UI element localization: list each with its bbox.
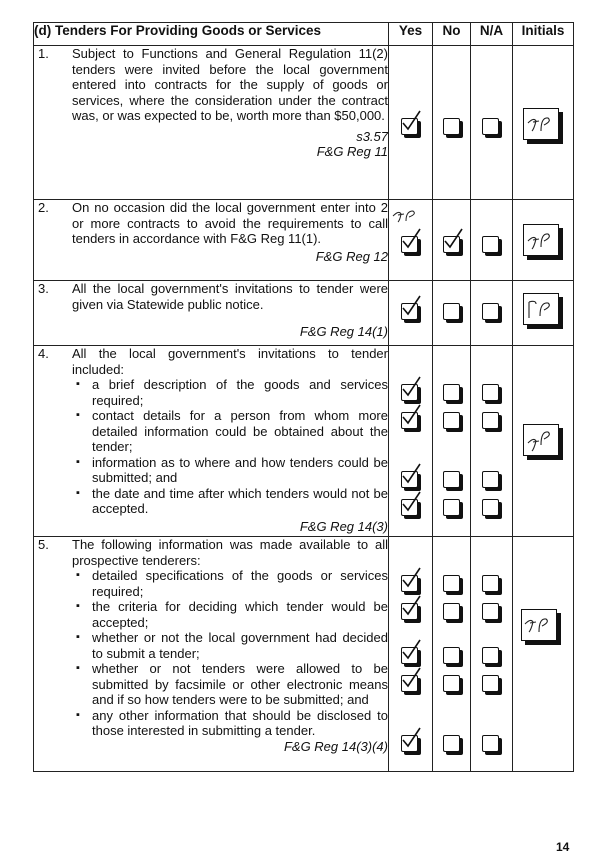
- section-title: (d) Tenders For Providing Goods or Services: [34, 23, 389, 46]
- yes-checkbox[interactable]: [401, 471, 418, 488]
- item-4-text: All the local government's invitations to tender included:: [72, 346, 388, 377]
- no-checkbox[interactable]: [443, 499, 460, 516]
- na-cell: [471, 281, 513, 346]
- no-checkbox[interactable]: [443, 675, 460, 692]
- no-column-header: No: [433, 23, 471, 46]
- item-number: 5.: [38, 537, 49, 552]
- na-checkbox[interactable]: [482, 236, 499, 253]
- item-1-cell: [34, 46, 389, 200]
- checkmark-icon: [400, 566, 422, 590]
- item-5-cell: [34, 537, 389, 772]
- na-checkbox[interactable]: [482, 471, 499, 488]
- yes-cell: [389, 346, 433, 537]
- initials-signature-icon: [524, 225, 558, 255]
- item-4-ref: F&G Reg 14(3): [299, 518, 388, 534]
- initials-cell: [513, 346, 574, 537]
- item-3-cell: [34, 281, 389, 346]
- no-checkbox[interactable]: [443, 118, 460, 135]
- no-cell: [433, 537, 471, 772]
- item-1-ref-regulation: F&G Reg 11: [316, 144, 388, 159]
- na-cell: [471, 346, 513, 537]
- na-checkbox[interactable]: [482, 384, 499, 401]
- yes-checkbox[interactable]: [401, 499, 418, 516]
- na-cell: [471, 537, 513, 772]
- no-checkbox[interactable]: [443, 384, 460, 401]
- initials-box[interactable]: [521, 609, 557, 641]
- item-number: 4.: [38, 346, 49, 361]
- initials-box[interactable]: [523, 424, 559, 456]
- yes-checkbox[interactable]: [401, 575, 418, 592]
- no-cell: [433, 46, 471, 200]
- checklist-row-4: [34, 346, 574, 537]
- na-checkbox[interactable]: [482, 647, 499, 664]
- no-checkbox[interactable]: [443, 647, 460, 664]
- na-checkbox[interactable]: [482, 675, 499, 692]
- list-item: ▪ the criteria for deciding which tender would be accepted;: [92, 599, 388, 630]
- checkmark-icon: [400, 594, 422, 618]
- no-checkbox[interactable]: [443, 412, 460, 429]
- item-2-text: On no occasion did the local government enter into 2 or more contracts to avoid the requirements to call tenders in accordance with F&G Reg 11(1).: [72, 200, 388, 246]
- item-4-bullet-list: [72, 377, 388, 517]
- na-checkbox[interactable]: [482, 603, 499, 620]
- yes-checkbox[interactable]: [401, 384, 418, 401]
- item-3-ref: F&G Reg 14(1): [299, 324, 388, 339]
- yes-checkbox[interactable]: [401, 735, 418, 752]
- checklist-row-2: [34, 200, 574, 281]
- list-item: ▪ any other information that should be disclosed to those interested in submitting a tender.: [92, 708, 388, 739]
- yes-cell: [389, 46, 433, 200]
- na-checkbox[interactable]: [482, 412, 499, 429]
- na-cell: [471, 46, 513, 200]
- checkmark-icon: [400, 227, 422, 251]
- yes-cell: [389, 537, 433, 772]
- item-number: 2.: [38, 200, 49, 215]
- checkmark-icon: [400, 462, 422, 486]
- yes-checkbox[interactable]: [401, 647, 418, 664]
- checkmark-icon: [400, 109, 422, 133]
- no-cell: [433, 281, 471, 346]
- initials-box[interactable]: [523, 108, 559, 140]
- page-number: 14: [556, 840, 570, 854]
- list-item: ▪ contact details for a person from whom more detailed information could be obtained about the tender;: [92, 408, 388, 455]
- yes-checkbox[interactable]: [401, 412, 418, 429]
- yes-checkbox[interactable]: [401, 303, 418, 320]
- checkmark-icon: [400, 403, 422, 427]
- yes-checkbox[interactable]: [401, 118, 418, 135]
- list-item: ▪ a brief description of the goods and services required;: [92, 377, 388, 408]
- yes-cell: [389, 281, 433, 346]
- item-5-ref: F&G Reg 14(3)(4): [283, 738, 388, 754]
- list-item: ▪ detailed specifications of the goods or services required;: [92, 568, 388, 599]
- checklist-row-5: [34, 537, 574, 772]
- item-4-cell: [34, 346, 389, 537]
- initials-signature-icon: [524, 109, 558, 139]
- list-item: ▪ whether or not the local government had decided to submit a tender;: [92, 630, 388, 661]
- item-2-cell: [34, 200, 389, 281]
- checklist-row-1: [34, 46, 574, 200]
- list-item: ▪ information as to where and how tenders could be submitted; and: [92, 455, 388, 486]
- initials-cell: [513, 46, 574, 200]
- no-checkbox[interactable]: [443, 575, 460, 592]
- no-checkbox[interactable]: [443, 236, 460, 253]
- initials-signature-icon: [524, 425, 558, 455]
- initials-box[interactable]: [523, 224, 559, 256]
- no-checkbox[interactable]: [443, 735, 460, 752]
- na-checkbox[interactable]: [482, 499, 499, 516]
- initials-cell: [513, 537, 574, 772]
- initials-signature-icon: [522, 610, 556, 640]
- checkmark-icon: [400, 726, 422, 750]
- checklist-row-3: [34, 281, 574, 346]
- no-cell: [433, 200, 471, 281]
- na-checkbox[interactable]: [482, 118, 499, 135]
- yes-cell: [389, 200, 433, 281]
- item-number: 1.: [38, 46, 49, 61]
- yes-checkbox[interactable]: [401, 236, 418, 253]
- item-2-ref: F&G Reg 12: [315, 248, 388, 264]
- na-checkbox[interactable]: [482, 575, 499, 592]
- initials-cell: [513, 200, 574, 281]
- yes-checkbox[interactable]: [401, 675, 418, 692]
- initials-signature-icon: [524, 294, 558, 324]
- checkmark-icon: [400, 490, 422, 514]
- checkmark-icon: [400, 294, 422, 318]
- item-1-text: Subject to Functions and General Regulation 11(2) tenders were invited before the local government entered into contracts for the supply of goods or services, where the consideration under the contract was, or was expected to be, worth more than $50,000.: [72, 46, 388, 123]
- handwritten-initials-icon: [391, 208, 419, 224]
- na-cell: [471, 200, 513, 281]
- item-3-text: All the local government's invitations to tender were given via Statewide public notice.: [72, 281, 388, 312]
- item-5-bullet-list: [72, 568, 388, 739]
- na-checkbox[interactable]: [482, 303, 499, 320]
- yes-column-header: Yes: [389, 23, 433, 46]
- item-1-ref-section: s3.57: [356, 128, 388, 144]
- na-checkbox[interactable]: [482, 735, 499, 752]
- checkmark-icon: [400, 666, 422, 690]
- initials-box[interactable]: [523, 293, 559, 325]
- no-cell: [433, 346, 471, 537]
- checkmark-icon: [400, 375, 422, 399]
- tenders-checklist-table: [33, 22, 574, 772]
- no-checkbox[interactable]: [443, 471, 460, 488]
- item-number: 3.: [38, 281, 49, 296]
- no-checkbox[interactable]: [443, 603, 460, 620]
- checkmark-icon: [400, 638, 422, 662]
- yes-checkbox[interactable]: [401, 603, 418, 620]
- na-column-header: N/A: [471, 23, 513, 46]
- initials-cell: [513, 281, 574, 346]
- no-checkbox[interactable]: [443, 303, 460, 320]
- list-item: ▪ whether or not tenders were allowed to be submitted by facsimile or other electronic means and if so how tenders were to be submitted; and: [92, 661, 388, 708]
- checkmark-icon: [442, 227, 464, 251]
- list-item: ▪ the date and time after which tenders would not be accepted.: [92, 486, 388, 517]
- header-row: [34, 23, 574, 46]
- item-5-text: The following information was made available to all prospective tenderers:: [72, 537, 388, 568]
- initials-column-header: Initials: [513, 23, 574, 46]
